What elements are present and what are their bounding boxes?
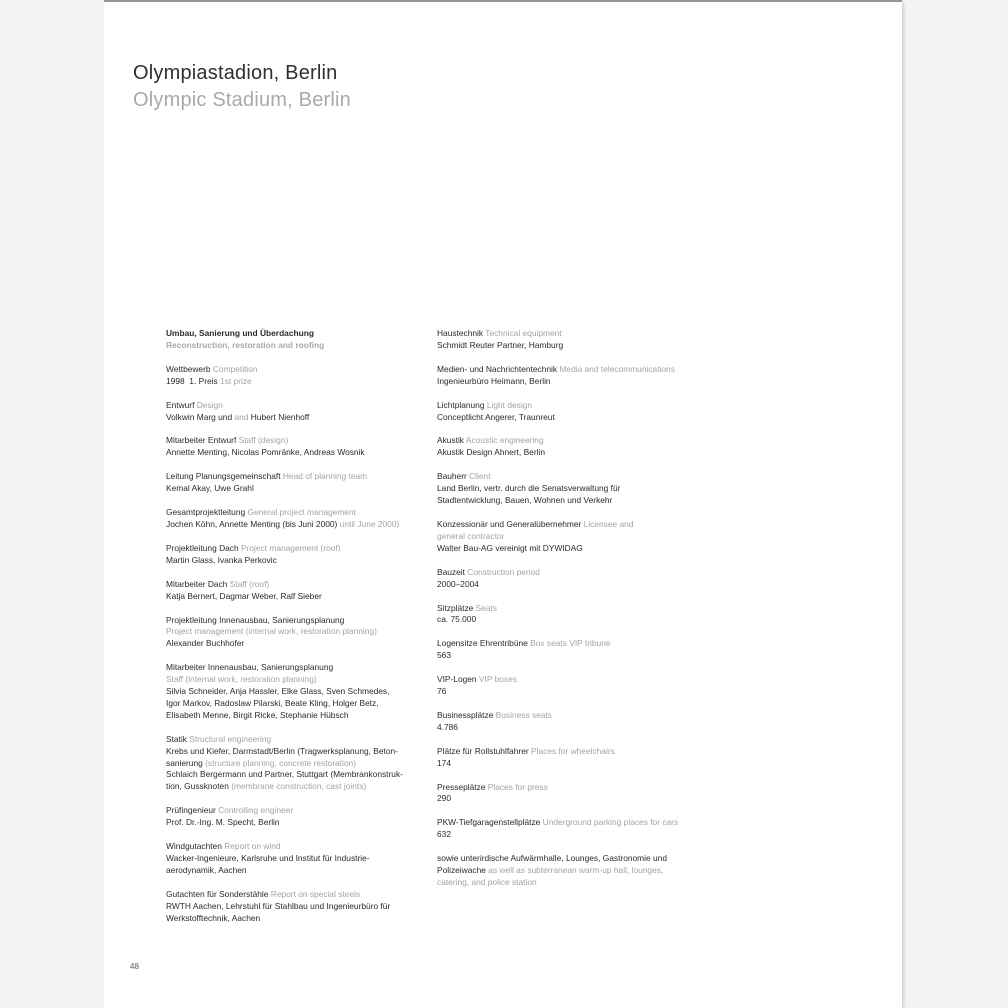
credit-steels bbox=[166, 889, 416, 925]
credit-parking bbox=[437, 817, 702, 841]
label-de: Entwurf bbox=[166, 399, 195, 410]
label-en: Design bbox=[196, 399, 223, 410]
label-en: Report on wind bbox=[224, 841, 281, 852]
credit-controlling bbox=[166, 805, 416, 829]
title-german: Olympiastadion, Berlin bbox=[133, 62, 338, 84]
value-line: Schlaich Bergermann und Partner, Stuttgart (Membrankonstruk- bbox=[166, 769, 403, 780]
credit-acoustic bbox=[437, 435, 702, 459]
credit-period bbox=[437, 567, 702, 591]
credit-design bbox=[166, 400, 416, 424]
credit-staff-roof bbox=[166, 579, 416, 603]
label-en: Head of planning team bbox=[282, 471, 368, 482]
label-en: Places for wheelchairs bbox=[531, 745, 615, 756]
value: Prof. Dr.-Ing. M. Specht, Berlin bbox=[166, 817, 280, 828]
label-en: Acoustic engineering bbox=[465, 435, 544, 446]
credit-vip bbox=[437, 674, 702, 698]
value: Ingenieurbüro Heimann, Berlin bbox=[437, 375, 551, 386]
label-de: Businessplätze bbox=[437, 709, 494, 720]
label-de: Logensitze Ehrentribüne bbox=[437, 638, 528, 649]
credit-press bbox=[437, 782, 702, 806]
value-de: Jochen Köhn, Annette Menting (bis Juni 2000) bbox=[166, 518, 338, 529]
competition-year: 1998 bbox=[166, 375, 185, 386]
label-en: Project management (internal work, restoration planning) bbox=[166, 626, 377, 637]
label-en: general contractor bbox=[437, 530, 505, 541]
value: 632 bbox=[437, 829, 451, 840]
label-en: Staff (roof) bbox=[229, 578, 270, 589]
value-line: Igor Markov, Radoslaw Pilarski, Beate Kling, Holger Betz, bbox=[166, 697, 379, 708]
value-en: (membrane construction, cast joints) bbox=[231, 781, 367, 792]
label-en: General project management bbox=[247, 507, 356, 518]
and-en: and bbox=[234, 411, 249, 422]
value-de: sanierung bbox=[166, 757, 203, 768]
label-de: VIP-Logen bbox=[437, 674, 477, 685]
label-de: Gesamtprojektleitung bbox=[166, 507, 246, 518]
credit-staff-interior bbox=[166, 662, 416, 722]
value-line: aerodynamik, Aachen bbox=[166, 864, 247, 875]
label-de: Leitung Planungsgemeinschaft bbox=[166, 471, 281, 482]
credit-pm-interior bbox=[166, 615, 416, 651]
label-de: Projektleitung Dach bbox=[166, 542, 239, 553]
value-de: tion, Gussknoten bbox=[166, 781, 229, 792]
value: Walter Bau-AG vereinigt mit DYWIDAG bbox=[437, 542, 583, 553]
credit-wind bbox=[166, 841, 416, 877]
value: Conceptlicht Angerer, Traunreut bbox=[437, 411, 555, 422]
credit-business bbox=[437, 710, 702, 734]
label-de: Wettbewerb bbox=[166, 363, 211, 374]
label-en: Underground parking places for cars bbox=[542, 817, 679, 828]
label-de: Projektleitung Innenausbau, Sanierungsplanung bbox=[166, 614, 345, 625]
value-en: as well as subterranean warm-up hall, lounges, bbox=[488, 865, 664, 876]
credit-structural bbox=[166, 734, 416, 794]
label-en: Box seats VIP tribune bbox=[530, 638, 611, 649]
label-de: Windgutachten bbox=[166, 841, 222, 852]
label-en: Media and telecommunications bbox=[559, 363, 675, 374]
value: 2000–2004 bbox=[437, 578, 479, 589]
label-en: Project management (roof) bbox=[240, 542, 341, 553]
credit-wheelchair bbox=[437, 746, 702, 770]
value: Katja Bernert, Dagmar Weber, Ralf Sieber bbox=[166, 590, 322, 601]
label-en: Structural engineering bbox=[189, 733, 272, 744]
value-line: Werkstofftechnik, Aachen bbox=[166, 912, 261, 923]
label-de: PKW-Tiefgaragenstellplätze bbox=[437, 817, 541, 828]
credit-planning-head bbox=[166, 471, 416, 495]
label-en: Technical equipment bbox=[485, 328, 562, 338]
value-line: RWTH Aachen, Lehrstuhl für Stahlbau und Ingenieurbüro für bbox=[166, 900, 391, 911]
credit-seats bbox=[437, 603, 702, 627]
value-en-line: catering, and police station bbox=[437, 877, 537, 887]
value: 174 bbox=[437, 757, 451, 768]
label-de: Haustechnik bbox=[437, 328, 484, 338]
label-de: Statik bbox=[166, 733, 187, 744]
value: 4.786 bbox=[437, 721, 458, 732]
credit-licensee bbox=[437, 519, 702, 555]
label-de: Mitarbeiter Innenausbau, Sanierungsplanung bbox=[166, 662, 334, 673]
credit-client bbox=[437, 471, 702, 507]
label-en: Competition bbox=[212, 363, 258, 374]
value-line: Elisabeth Menne, Birgit Ricke, Stephanie Hübsch bbox=[166, 709, 349, 720]
value-line: Krebs und Kiefer, Darmstadt/Berlin (Tragwerksplanung, Beton- bbox=[166, 745, 398, 756]
credit-media bbox=[437, 364, 702, 388]
value: Martin Glass, Ivanka Perkovic bbox=[166, 554, 277, 565]
credit-box-seats bbox=[437, 638, 702, 662]
value: ca. 75.000 bbox=[437, 614, 477, 625]
value-line: Wacker-Ingenieure, Karlsruhe und Institut für Industrie- bbox=[166, 853, 370, 863]
label-en: Controlling engineer bbox=[218, 805, 294, 816]
value-line: Land Berlin, vertr. durch die Senatsverwaltung für bbox=[437, 483, 621, 494]
label-en: Staff (design) bbox=[238, 435, 289, 446]
label-de: Medien- und Nachrichtentechnik bbox=[437, 363, 558, 374]
value: Annette Menting, Nicolas Pomränke, Andreas Wosnik bbox=[166, 447, 365, 458]
credit-competition bbox=[166, 364, 416, 388]
label-en: Staff (internal work, restoration planning) bbox=[166, 674, 317, 685]
value-en: until June 2000) bbox=[339, 518, 400, 529]
value-part: Hubert Nienhoff bbox=[250, 411, 310, 422]
value-en: (structure planning, concrete restoration) bbox=[205, 757, 356, 768]
prize-en: 1st prize bbox=[220, 375, 252, 386]
label-de: Bauherr bbox=[437, 471, 467, 482]
value: 563 bbox=[437, 650, 451, 661]
credit-staff-design bbox=[166, 435, 416, 459]
credits-left-column bbox=[166, 328, 416, 937]
prize-de: 1. Preis bbox=[189, 375, 218, 386]
value: Alexander Buchhofer bbox=[166, 638, 245, 649]
label-en: Report on special steels bbox=[270, 888, 361, 899]
value-line: sowie unterirdische Aufwärmhalle, Lounges, Gastronomie und bbox=[437, 853, 667, 864]
label-de: Prüfingenieur bbox=[166, 805, 216, 816]
label-de: Gutachten für Sonderstähle bbox=[166, 888, 269, 899]
page-number: 48 bbox=[130, 962, 139, 971]
credits-right-column bbox=[437, 328, 702, 901]
credit-tech bbox=[437, 328, 702, 352]
value-line: Silvia Schneider, Anja Hassler, Elke Glass, Sven Schmedes, bbox=[166, 686, 390, 697]
label-de: Bauzeit bbox=[437, 566, 465, 577]
label-de: Sitzplätze bbox=[437, 602, 474, 613]
label-de: Plätze für Rollstuhlfahrer bbox=[437, 745, 529, 756]
label-de: Lichtplanung bbox=[437, 399, 485, 410]
label-en: Seats bbox=[475, 602, 498, 613]
value: Kemal Akay, Uwe Grahl bbox=[166, 483, 254, 494]
value-de: Polizeiwache bbox=[437, 865, 486, 876]
heading-english: Reconstruction, restoration and roofing bbox=[166, 339, 325, 350]
label-de: Mitarbeiter Dach bbox=[166, 578, 228, 589]
value-part: Volkwin Marg und bbox=[166, 411, 233, 422]
label-en: Client bbox=[469, 471, 491, 482]
title-english: Olympic Stadium, Berlin bbox=[133, 89, 351, 111]
credit-pm-roof bbox=[166, 543, 416, 567]
heading-german: Umbau, Sanierung und Überdachung bbox=[166, 328, 314, 338]
label-en: VIP boxes bbox=[478, 674, 517, 685]
label-de: Konzessionär und Generalübernehmer bbox=[437, 518, 582, 529]
label-en: Construction period bbox=[467, 566, 540, 577]
value: 290 bbox=[437, 793, 451, 804]
label-en: Business seats bbox=[495, 709, 552, 720]
label-en: Places for press bbox=[487, 781, 548, 792]
label-de: Akustik bbox=[437, 435, 464, 446]
value: Akustik Design Ahnert, Berlin bbox=[437, 447, 545, 458]
credit-light bbox=[437, 400, 702, 424]
label-de: Mitarbeiter Entwurf bbox=[166, 435, 237, 446]
label-en: Light design bbox=[486, 399, 532, 410]
value-line: Stadtentwicklung, Bauen, Wohnen und Verkehr bbox=[437, 495, 613, 506]
credit-general-pm bbox=[166, 507, 416, 531]
value: Schmidt Reuter Partner, Hamburg bbox=[437, 339, 564, 350]
credit-extra-facilities bbox=[437, 853, 702, 889]
label-en: Licensee and bbox=[583, 518, 634, 529]
value: 76 bbox=[437, 686, 447, 697]
section-heading bbox=[166, 328, 416, 352]
label-de: Presseplätze bbox=[437, 781, 486, 792]
